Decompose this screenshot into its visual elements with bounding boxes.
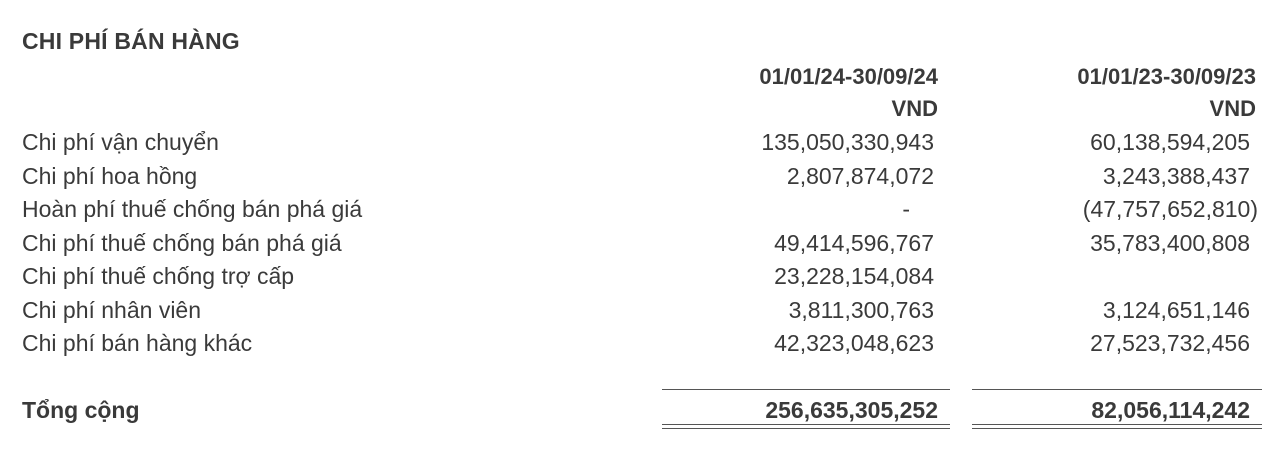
row-value-2024: 23,228,154,084	[774, 263, 934, 289]
row-label: Chi phí thuế chống bán phá giá	[22, 229, 342, 256]
table-row	[0, 160, 1282, 194]
total-double-rule-2024	[662, 424, 950, 429]
row-value-2023: 27,523,732,456	[1090, 330, 1250, 356]
row-label: Chi phí bán hàng khác	[22, 330, 253, 356]
total-value-2023: 82,056,114,242	[1091, 397, 1250, 423]
row-value-2024: 42,323,048,623	[774, 330, 934, 356]
total-value-2024: 256,635,305,252	[765, 397, 938, 423]
expense-table	[0, 126, 1282, 361]
row-value-2023: 35,783,400,808	[1090, 229, 1250, 256]
column-period-2023: 01/01/23-30/09/23	[1077, 64, 1256, 89]
total-rule-top-2023	[972, 389, 1262, 390]
table-row	[0, 260, 1282, 294]
column-unit-2023: VND	[1209, 96, 1256, 121]
row-value-2023: 60,138,594,205	[1090, 129, 1250, 155]
page-title: CHI PHÍ BÁN HÀNG	[22, 28, 240, 54]
table-row	[0, 193, 1282, 227]
row-label: Chi phí vận chuyển	[22, 129, 219, 155]
row-label: Chi phí nhân viên	[22, 296, 202, 323]
row-value-2024: 135,050,330,943	[761, 129, 934, 155]
column-unit-2024: VND	[891, 96, 938, 121]
total-label: Tổng cộng	[22, 397, 140, 423]
column-period-2024: 01/01/24-30/09/24	[759, 64, 938, 89]
row-label: Chi phí thuế chống trợ cấp	[22, 263, 295, 289]
table-row	[0, 126, 1282, 160]
row-value-2024: 3,811,300,763	[788, 296, 934, 323]
row-value-2023: 3,124,651,146	[1102, 296, 1250, 323]
table-row	[0, 327, 1282, 361]
total-row	[0, 394, 1282, 426]
row-value-2023: (47,757,652,810)	[1082, 196, 1258, 222]
row-value-2024: 49,414,596,767	[774, 229, 934, 256]
table-row	[0, 294, 1282, 328]
total-rule-top-2024	[662, 389, 950, 390]
total-double-rule-2023	[972, 424, 1262, 429]
row-label: Chi phí hoa hồng	[22, 162, 198, 189]
table-row	[0, 227, 1282, 261]
row-label: Hoàn phí thuế chống bán phá giá	[22, 196, 363, 222]
row-value-2024: -	[902, 196, 910, 222]
row-value-2024: 2,807,874,072	[786, 162, 934, 189]
row-value-2023: 3,243,388,437	[1102, 162, 1250, 189]
